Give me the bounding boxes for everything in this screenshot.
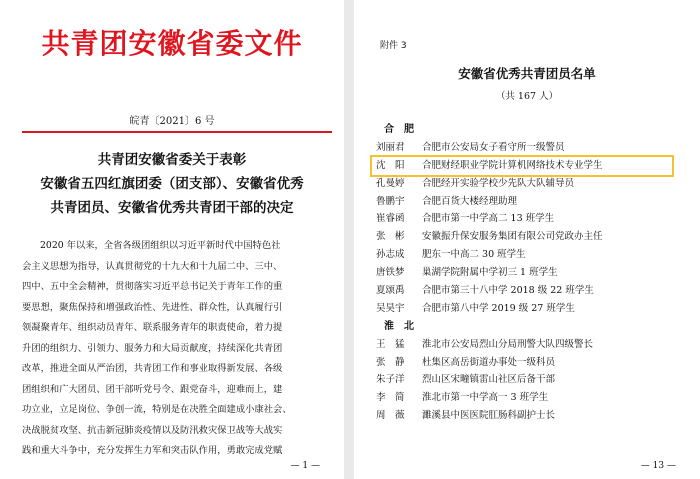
member-description: 安徽振升保安服务集团有限公司党政办主任: [422, 231, 603, 243]
title-line: 共青团安徽省委关于表彰: [97, 152, 247, 168]
body-line: 领凝聚青年、组织动员青年、联系服务青年的职责使命，着力提: [22, 322, 283, 333]
member-name: 张 静: [376, 356, 405, 368]
list-item: [376, 246, 696, 264]
member-description: 合肥市公安局女子看守所一级警员: [422, 141, 565, 153]
member-description: 合肥市第三十八中学 2018 级 22 班学生: [422, 285, 594, 297]
list-item: [376, 264, 696, 282]
member-description: 肥东一中高二 30 班学生: [422, 249, 526, 261]
member-name: 朱子洋: [376, 374, 405, 386]
body-line: 升团的组织力、引领力、服务力和大局贡献度，持续深化共青团: [22, 342, 283, 354]
body-line: 团组织和广大团员、团干部听党号令、跟党奋斗，迎难而上，建: [22, 383, 283, 395]
member-description: 合肥百货大楼经理助理: [422, 195, 518, 207]
body-text: [22, 236, 330, 462]
list-item: [376, 354, 696, 372]
list-item: [376, 336, 696, 354]
member-name: 唐铁梦: [376, 267, 405, 279]
list-item: [376, 407, 696, 425]
red-divider: [22, 131, 332, 133]
member-name: 刘丽君: [376, 141, 405, 153]
region-heading: 淮 北: [384, 320, 414, 332]
member-description: 合肥经开实验学校少先队大队辅导员: [422, 177, 575, 189]
member-name: 沈 阳: [376, 159, 405, 171]
member-name: 鲁鹏宇: [376, 195, 405, 207]
member-name: 周 薇: [376, 410, 405, 422]
list-item: [376, 210, 696, 228]
decision-title: [10, 148, 334, 220]
document-number: 皖青〔2021〕6 号: [129, 116, 215, 127]
list-item: [376, 371, 696, 389]
body-line: 四中、五中全会精神，贯彻落实习近平总书记关于青年工作的重: [22, 281, 283, 292]
member-description: 烈山区宋疃镇雷山社区后备干部: [422, 374, 556, 386]
member-description: 合肥市第一中学高二 13 班学生: [422, 213, 555, 225]
member-name: 张 彬: [376, 231, 405, 243]
member-description: 淮北市第一中学高一 3 班学生: [422, 392, 549, 404]
title-line: 共青团员、安徽省优秀共青团干部的决定: [50, 200, 294, 216]
page-number: — 1 —: [290, 461, 320, 471]
list-item: [376, 282, 696, 300]
member-name: 王 猛: [376, 338, 405, 350]
member-name: 崔睿函: [376, 213, 405, 225]
list-count: （共 167 人）: [495, 91, 559, 102]
body-line: 2020 年以来，全省各级团组织以习近平新时代中国特色社: [40, 240, 281, 251]
body-line: 会主义思想为指导，认真贯彻党的十九大和十九届二中、三中、: [22, 260, 283, 272]
left-page: [0, 0, 344, 479]
body-line: 践和重大斗争中，充分发挥生力军和突击队作用，勇敢完成党赋: [22, 445, 283, 456]
member-name: 孙志成: [376, 249, 405, 261]
member-name: 吴昊宇: [376, 302, 405, 314]
body-line: 功立业，立足岗位、争创一流，特别是在决胜全面建成小康社会、: [22, 404, 292, 415]
member-name: 孔曼婷: [376, 177, 405, 189]
member-list: [376, 121, 696, 425]
list-item: [376, 175, 696, 193]
right-page: [354, 0, 700, 479]
list-title: 安徽省优秀共青团员名单: [458, 66, 596, 81]
list-item: [376, 300, 696, 318]
list-item: [376, 139, 696, 157]
list-item: [376, 193, 696, 211]
list-item: [376, 389, 696, 407]
member-description: 巢湖学院附属中学初三 1 班学生: [422, 267, 558, 279]
body-line: 要思想，聚焦保持和增强政治性、先进性、群众性，认真履行引: [22, 301, 283, 313]
member-description: 合肥财经职业学院计算机网络技术专业学生: [422, 159, 603, 171]
member-name: 李 简: [376, 392, 405, 404]
body-line: 决战脱贫攻坚、抗击新冠肺炎疫情以及防汛救灾保卫战等大战实: [22, 424, 283, 436]
title-line: 安徽省五四红旗团委（团支部）、安徽省优秀: [40, 176, 304, 192]
highlighted-list-item: [372, 157, 672, 175]
member-name: 夏颂禹: [376, 285, 405, 297]
member-description: 濉溪县中医医院肛肠科副护士长: [422, 410, 556, 422]
page-number: — 13 —: [640, 461, 676, 471]
attachment-label: 附件 3: [380, 41, 407, 51]
member-description: 合肥市第八中学 2019 级 27 班学生: [422, 302, 575, 314]
body-line: 改革，推进全面从严治团，共青团工作和事业取得新发展、各级: [22, 363, 283, 374]
region-heading: 合 肥: [384, 124, 414, 135]
member-description: 杜集区高岳街道办事处一级科员: [422, 356, 556, 368]
list-item: [376, 228, 696, 246]
document-header: 共青团安徽省委文件: [41, 27, 303, 60]
member-description: 淮北市公安局烈山分局刑警大队四级警长: [422, 338, 594, 350]
